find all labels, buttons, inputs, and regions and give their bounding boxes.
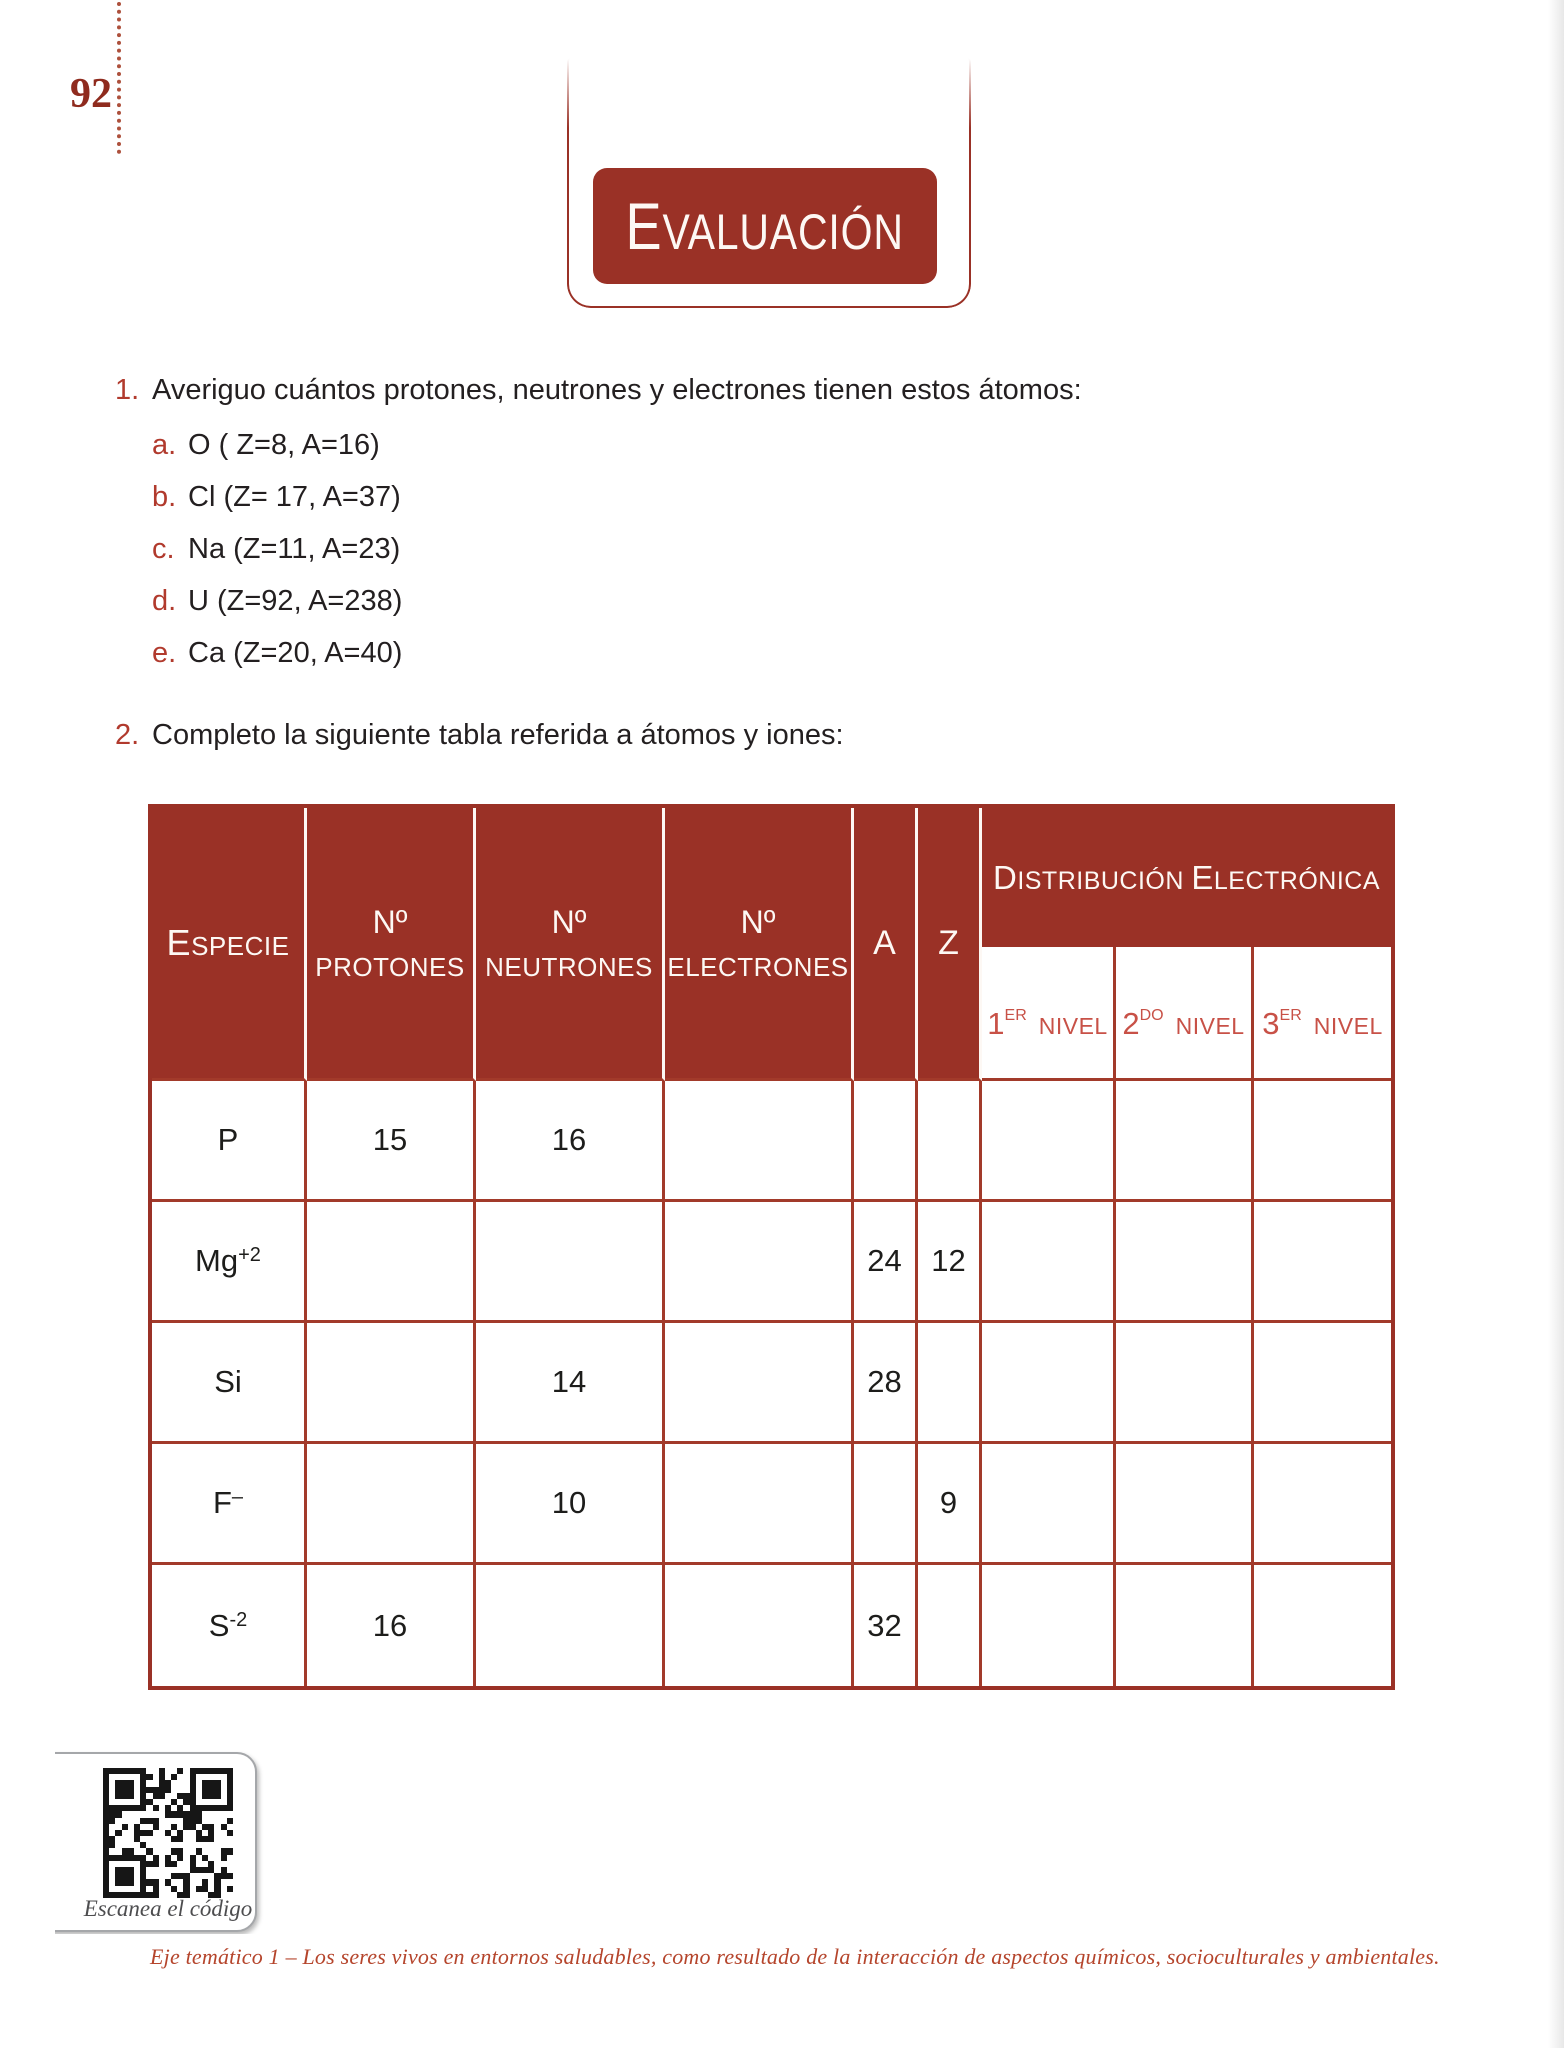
protones-cell[interactable]: 16 <box>307 1565 476 1686</box>
especie-cell: F– <box>152 1444 307 1565</box>
evaluation-title-rest: VALUACIÓN <box>662 204 905 260</box>
neutrones-cell[interactable] <box>476 1202 665 1323</box>
z-cell[interactable] <box>918 1081 982 1202</box>
dotted-rule <box>117 2 121 154</box>
nivel3-cell[interactable] <box>1254 1323 1391 1444</box>
question-2-marker: 2. <box>115 719 140 751</box>
electrones-cell[interactable] <box>665 1565 854 1686</box>
list-item-d <box>152 583 402 619</box>
list-item-b-text: Cl (Z= 17, A=37) <box>188 481 401 513</box>
table-row-s <box>152 1565 1391 1686</box>
footer-text: Eje temático 1 – Los seres vivos en entornos saludables, como resultado de la interacción de aspectos químicos, socioculturales y ambientales. <box>150 1944 1440 1969</box>
protones-cell[interactable] <box>307 1444 476 1565</box>
nivel1-cell[interactable] <box>982 1202 1116 1323</box>
z-cell[interactable] <box>918 1565 982 1686</box>
protones-cell[interactable] <box>307 1202 476 1323</box>
neutrones-cell[interactable]: 14 <box>476 1323 665 1444</box>
qr-caption: Escanea el código <box>83 1896 253 1921</box>
a-cell[interactable] <box>854 1081 918 1202</box>
electrones-cell[interactable] <box>665 1202 854 1323</box>
especie-cell: $S^{-2}$ <box>152 1565 307 1686</box>
list-item-d-text: U (Z=92, A=238) <box>188 585 403 617</box>
table-row-p <box>152 1081 1391 1202</box>
z-cell[interactable]: 9 <box>918 1444 982 1565</box>
list-item-b <box>152 479 401 515</box>
header-a: A <box>854 808 918 1081</box>
neutrones-cell[interactable]: 10 <box>476 1444 665 1565</box>
especie-cell: Si <box>152 1323 307 1444</box>
electrones-cell[interactable] <box>665 1444 854 1565</box>
list-item-e <box>152 635 402 671</box>
evaluation-title <box>625 189 905 263</box>
nivel3-cell[interactable] <box>1254 1444 1391 1565</box>
question-2-text: Completo la siguiente tabla referida a átomos y iones: <box>152 719 844 751</box>
nivel2-cell[interactable] <box>1116 1323 1254 1444</box>
header-distribucion: DISTRIBUCIÓN ELECTRÓNICA <box>982 808 1391 947</box>
especie-cell: P <box>152 1081 307 1202</box>
list-item-c-text: Na (Z=11, A=23) <box>188 533 401 565</box>
nivel3-cell[interactable] <box>1254 1081 1391 1202</box>
question-1-marker: 1. <box>115 374 140 406</box>
evaluation-title-lead: E <box>625 189 663 263</box>
header-protones: Nº PROTONES <box>307 808 476 1081</box>
nivel2-cell[interactable] <box>1116 1081 1254 1202</box>
z-cell[interactable] <box>918 1323 982 1444</box>
page-number: 92 <box>70 71 112 117</box>
list-item-c-marker: c. <box>152 533 175 565</box>
a-cell[interactable] <box>854 1444 918 1565</box>
neutrones-cell[interactable] <box>476 1565 665 1686</box>
header-neutrones: Nº NEUTRONES <box>476 808 665 1081</box>
protones-cell[interactable]: 15 <box>307 1081 476 1202</box>
list-item-a-text: O ( Z=8, A=16) <box>188 429 380 461</box>
atoms-ions-table <box>148 804 1395 1690</box>
header-nivel-3: 3ER NIVEL <box>1254 947 1391 1081</box>
list-item-d-marker: d. <box>152 585 177 617</box>
a-cell[interactable]: 28 <box>854 1323 918 1444</box>
question-1-text: Averiguo cuántos protones, neutrones y electrones tienen estos átomos: <box>152 374 1082 406</box>
header-z: Z <box>918 808 982 1081</box>
list-item-e-marker: e. <box>152 637 177 669</box>
table-row-f <box>152 1444 1391 1565</box>
nivel1-cell[interactable] <box>982 1565 1116 1686</box>
list-item-e-text: Ca (Z=20, A=40) <box>188 637 403 669</box>
list-item-b-marker: b. <box>152 481 177 513</box>
a-cell[interactable]: 32 <box>854 1565 918 1686</box>
header-especie: ESPECIE <box>152 808 307 1081</box>
especie-cell: $Mg^{+2}$ <box>152 1202 307 1323</box>
nivel3-cell[interactable] <box>1254 1202 1391 1323</box>
list-item-c <box>152 531 400 567</box>
table-row-si <box>152 1323 1391 1444</box>
electrones-cell[interactable] <box>665 1081 854 1202</box>
table-row-mg <box>152 1202 1391 1323</box>
nivel3-cell[interactable] <box>1254 1565 1391 1686</box>
header-nivel-2: 2DO NIVEL <box>1116 947 1254 1081</box>
list-item-a <box>152 427 380 463</box>
evaluation-badge <box>593 168 937 284</box>
protones-cell[interactable] <box>307 1323 476 1444</box>
nivel2-cell[interactable] <box>1116 1444 1254 1565</box>
nivel1-cell[interactable] <box>982 1444 1116 1565</box>
page-edge-shade <box>1548 0 1564 2048</box>
electrones-cell[interactable] <box>665 1323 854 1444</box>
header-electrones: Nº ELECTRONES <box>665 808 854 1081</box>
header-nivel-1: 1ER NIVEL <box>982 947 1116 1081</box>
nivel2-cell[interactable] <box>1116 1202 1254 1323</box>
nivel1-cell[interactable] <box>982 1081 1116 1202</box>
qr-code <box>103 1768 233 1898</box>
neutrones-cell[interactable]: 16 <box>476 1081 665 1202</box>
z-cell[interactable]: 12 <box>918 1202 982 1323</box>
list-item-a-marker: a. <box>152 429 177 461</box>
a-cell[interactable]: 24 <box>854 1202 918 1323</box>
question-1 <box>115 372 1082 408</box>
nivel1-cell[interactable] <box>982 1323 1116 1444</box>
question-2 <box>115 717 844 753</box>
nivel2-cell[interactable] <box>1116 1565 1254 1686</box>
